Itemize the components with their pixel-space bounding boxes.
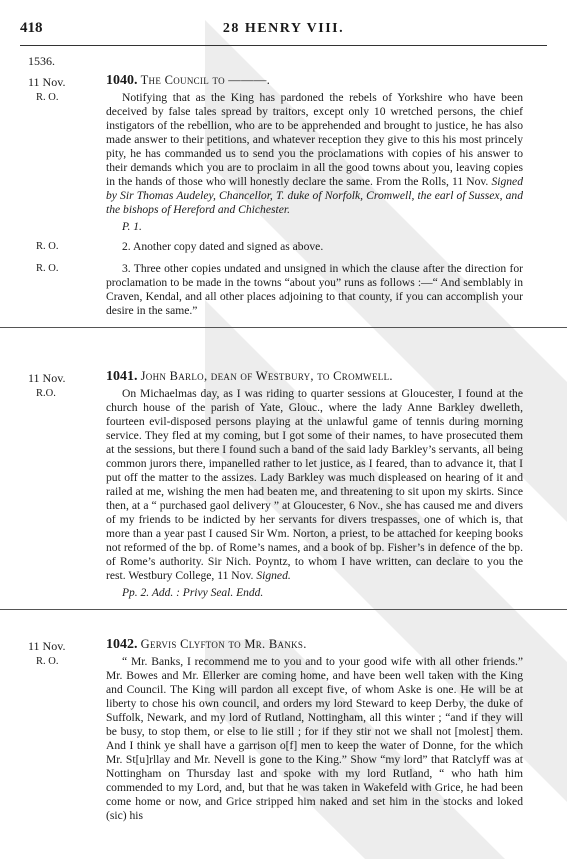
entry-signed: Signed. [256, 569, 291, 582]
entry-1041 [0, 369, 567, 610]
entry-text-body: Notifying that as the King has pardoned the rebels of Yorkshire who have been deceived by false tales spread by traitors, except only 10 wretched persons, the chief instigators of the rebellion, who are to be apprehended and brought to justice, he has also made answer to their petitions, and whatever reception they give to this his most princely pity, he has commanded us to send you the proclamations with copies of his answer to their demands which you are to proclaim in all the good towns about you, leaving copies in the hands of those who will honestly declare the same. From the Rolls, 11 Nov. [106, 91, 523, 188]
entry-extra-3 [0, 262, 567, 318]
entry-text-body: On Michaelmas day, as I was riding to quarter sessions at Gloucester, I found at the church house of the parish of Yate, Glouc., where the lady Anne Barkley dwelleth, fourteen evil-disposed persons playing at the unlawful game of tennis during morning service. They fled at my coming, but I got some of their names, to have prosecuted them at the sessions, but there I found such a band of the said lady Barkley’s servants, all being common jurors there, impanelled rather to let justice, as I feared, than to advance it, that I put off the matter to the assizes. Lady Barkley was much displeased on hearing of it and railed at me, wishing the men had beaten me, and threatening to sit upon my skirts. Since then, at a “ purchased gaol delivery ” at Gloucester, 6 Nov., she has caused me and divers of my friends to be indicted by her servants for divers trespasses, one of which is, that more than a year past I caused Sir Wm. Norton, a priest, to be attached for keeping books not reformed of the bp. of Rome’s names, and a book of bp. Fisher’s in defence of the bp. of Rome’s authority. Sir Nich. Poyntz, to whom I have written, can declare to you the rest. Westbury College, 11 Nov. [106, 387, 523, 582]
entry-date: 11 Nov. [28, 75, 66, 89]
entry-body [0, 91, 567, 217]
entry-body [0, 387, 567, 583]
entry-extra-text: 2. Another copy dated and signed as above. [122, 240, 324, 253]
entry-divider [0, 609, 567, 610]
entry-heading [0, 637, 567, 655]
entry-heading [0, 369, 567, 387]
page-header [20, 20, 547, 40]
entry-title [106, 637, 307, 653]
entry-date: 11 Nov. [28, 639, 66, 653]
entry-text: “ Mr. Banks, I recommend me to you and to your good wife with all other friends.” Mr. Bowes and Mr. Ellerker are coming home, and have been well taken with the King and Council. The King will pardon all except five, of whom Aske is one. He will be at liberty to chose his own council, and orders my lord Steward to keep Derby, the duke of Suffolk, Newark, and my lord of Rutland, Nottingham, all this winter ; “and if they will be busy, to stop them, or else to lie still ; for if they stir not we shall not [molest] them. And I think ye shall have a garrison o[f] men to keep the water of Donne, for the which Mr. St[u]rllay and Mr. Nevell is gone to the King.” Show “my lord” that Ratclyff was at Nottingham on Thursday last and spoke with my lord Rutland, “ who hath him commended to my Lord, and, but that he was taken in Wakefeld with Grice, he had been come home or now, and Grice stripped him naked and set him in the stocks and loked (sic) his [106, 655, 523, 822]
entry-date: 11 Nov. [28, 371, 66, 385]
entry-extra-text: 3. Three other copies undated and unsigned in which the clause after the direction for proclamation to be made in the towns “about you” runs as follows :—“ And semblably in Craven, Kendal, and all other places adjoining to that county, if you can accomplish your desire in the same.” [106, 262, 523, 317]
entry-source: R. O. [36, 92, 59, 103]
year-label: 1536. [28, 54, 55, 68]
entry-divider [0, 327, 567, 328]
entry-1042 [0, 637, 567, 823]
entry-title-text: John Barlo, dean of Westbury, to Cromwell. [140, 369, 393, 383]
entry-title [106, 73, 270, 89]
entry-signed: Signed by Sir Thomas Audeley, Chancellor, T. duke of Norfolk, Cromwell, the earl of Sussex, and the bishops of Hereford and Chichester. [106, 175, 523, 216]
entry-body [0, 655, 567, 823]
entry-text [106, 387, 523, 583]
entry-text [106, 91, 523, 217]
entry-source: R.O. [36, 388, 56, 399]
entry-title [106, 369, 393, 385]
entry-1040 [0, 73, 567, 328]
entry-title-text: Gervis Clyfton to Mr. Banks. [140, 637, 307, 651]
entry-number: 1042. [106, 637, 138, 652]
page-number: 418 [20, 20, 43, 36]
entry-extra-source: R. O. [36, 241, 59, 252]
entry-source: R. O. [36, 656, 59, 667]
entry-number: 1040. [106, 73, 138, 88]
entry-title-text: The Council to ———. [140, 73, 271, 87]
entry-heading [0, 73, 567, 91]
entry-number: 1041. [106, 369, 138, 384]
entry-note: P. 1. [122, 221, 142, 233]
entry-extra-source: R. O. [36, 263, 59, 274]
header-rule [20, 45, 547, 46]
running-head: 28 HENRY VIII. [222, 21, 345, 36]
entry-note: Pp. 2. Add. : Privy Seal. Endd. [122, 587, 264, 599]
entry-extra-2 [0, 240, 567, 254]
